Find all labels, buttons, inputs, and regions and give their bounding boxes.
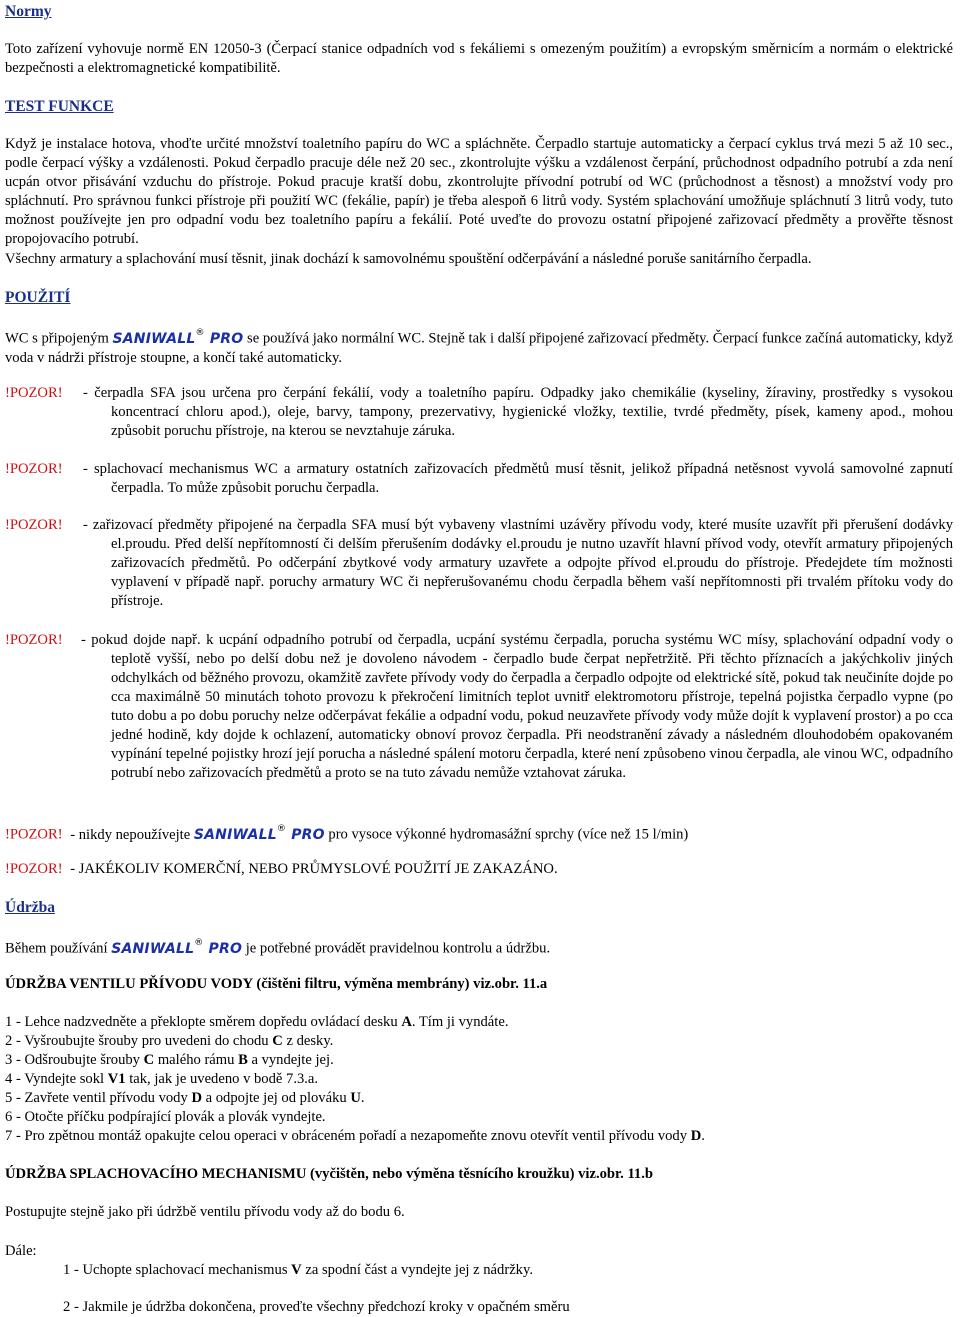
section-title-pouziti: POUŽITÍ [5,289,71,306]
brand-logo [112,328,244,347]
dale-label: Dále: [5,1243,37,1259]
step-text: 2 - Vyšroubujte šrouby pro uvedeni do chodu [5,1033,273,1049]
warning-5-before: - nikdy nepoužívejte [70,826,194,843]
step-text: 6 - Otočte příčku podpírající plovák a plovák vyndejte. [5,1109,326,1125]
step-text: 3 - Odšroubujte šrouby [5,1052,144,1068]
dale-step-2: 2 - Jakmile je údržba dokončena, proveďte všechny předchozí kroky v opačném směru [63,1299,570,1315]
section-title-udrzba: Údržba [5,899,55,916]
step-text: malého rámu [154,1052,239,1068]
step-bold: C [143,1052,155,1068]
pouziti-intro-before: WC s připojeným [5,330,113,347]
ventil-title: ÚDRŽBA VENTILU PŘÍVODU VODY (čištěni filtru, výměna membrány) viz.obr. 11.a [5,976,548,992]
udrzba-intro-after: je potřebné provádět pravidelnou kontrolu a údržbu. [242,940,551,957]
warning-3-text: - zařizovací předměty připojené na čerpadla SFA musí být vybaveny vlastními uzávěry přívodu vody, které musíte uzavřít při přerušení dodávky el.proudu. Před delší nepřítomností či delším přerušením dodávky el.proudu je nutno uzavřít hlavní přívod vody, otevřít armatury připojených zařizovacích předmětů. Po odčerpání zbytkové vody armatury uzavřete a odpojte přívod el.proudu do přístroje. Předejdete tím možnosti vyplavení v případě např. poruchy armatury WC či nepřerušovanému chodu čerpadla během vaší nepřítomnosti při trvalém přítoku vody do přístroje. [83,517,953,609]
brand-name: SANIWALL [193,826,277,843]
step-item [5,1127,953,1146]
brand-suffix: PRO [208,940,243,957]
step-bold: U [350,1090,361,1106]
step-text: a odpojte jej od plováku [201,1090,351,1106]
warning-2 [5,460,953,498]
step-text: a vyndejte jej. [247,1052,334,1068]
warning-4 [5,631,953,783]
step-item [5,1108,953,1127]
step-text: . [360,1090,365,1106]
step-item [5,1089,953,1108]
udrzba-intro-before: Během používání [5,940,112,957]
brand-logo [111,938,243,957]
brand-name: SANIWALL [112,330,196,347]
warning-label: !POZOR! [5,861,63,877]
step-text: z desky. [282,1033,334,1049]
section-title-test: TEST FUNKCE [5,98,114,115]
dale-step-1 [63,1261,943,1280]
step-item [5,1070,953,1089]
pouziti-intro-after: se používá jako normální WC. Stejně tak i další připojené zařizovací předměty. Čerpací funkce začíná automaticky, když voda v nádrži přístroje stoupne, a končí také automaticky. [5,330,953,366]
step-item [5,1051,953,1070]
brand-name: SANIWALL [111,940,195,957]
section-title-normy: Normy [5,3,52,20]
warning-6 [5,860,953,879]
step-bold: V1 [107,1071,126,1087]
brand-reg: ® [276,824,287,834]
warning-3 [5,516,953,611]
step-bold: D [690,1128,702,1144]
step-bold: B [238,1052,248,1068]
warning-5-after: pro vysoce výkonné hydromasážní sprchy (více než 15 l/min) [324,826,689,843]
step-text: 7 - Pro zpětnou montáž opakujte celou operaci v obráceném pořadí a nezapomeňte znovu otevřít ventil přívodu vody [5,1128,691,1144]
dale-step-1-before: 1 - Uchopte splachovací mechanismus [63,1262,292,1278]
step-text: tak, jak je uvedeno v bodě 7.3.a. [125,1071,319,1087]
step-bold: C [272,1033,283,1049]
step-bold: D [191,1090,202,1106]
warning-4-text: - pokud dojde např. k ucpání odpadního potrubí od čerpadla, ucpání systému čerpadla, porucha systému WC mísy, splachování odpadní vody o teplotě vyšší, nebo po delší dobu než je dovoleno návodem - čerpadlo bude čerpat nepřetržitě. Při těchto příznacích a jakýchkoliv jiných odchylkách od běžného provozu, okamžitě zavřete přívody vody do čerpadla a čerpadlo odpojte od elektrické sítě, pokud tak neučiníte dojde po cca maximálně 50 minutách tohoto provozu k překročení limitních teplot uvnitř elektromotoru přístroje, tepelná pojistka čerpadlo vypne (po tuto dobu a po dobu poruchy nelze odčerpávat fekálie a odpadní vodu, pokud neuzavřete přívody vody může dojít k vyplavení prostor) a po cca jedné hodině, kdy dojde k ochlazení, automaticky obnoví provoz čerpadla. Při neodstranění závady a následném dlouhodobém opakovaném vypínání tepelné pojistky hrozí její porucha a následné spálení motoru čerpadla, které není způsobeno vinou čerpadla, ale vinou WC, odpadního potrubí nebo zařizovacích předmětů a proto se na tuto závadu nemůže vztahovat záruka. [81,632,953,781]
ventil-steps [5,1013,953,1146]
test-text-2: Všechny armatury a splachování musí těsnit, jinak dochází k samovolnému spouštění odčerpávání a následné poruše sanitárního čerpadla. [5,251,812,267]
mech-title: ÚDRŽBA SPLACHOVACÍHO MECHANISMU (vyčištěn, nebo výměna těsnícího kroužku) viz.obr. 11.b [5,1166,653,1182]
warning-label: !POZOR! [5,826,63,843]
warning-label: !POZOR! [5,385,63,401]
normy-text: Toto zařízení vyhovuje normě EN 12050-3 (Čerpací stanice odpadních vod s fekáliemi s omezeným použitím) a evropským směrnicím a normám o elektrické bezpečnosti a elektromagnetické kompatibilitě. [5,41,953,76]
step-text: 4 - Vyndejte sokl [5,1071,108,1087]
warning-label: !POZOR! [5,517,63,533]
brand-suffix: PRO [291,826,325,843]
warning-2-text: - splachovací mechanismus WC a armatury ostatních zařizovacích předmětů musí těsnit, jelikož případná netěsnost vyvolá samovolné zapnutí čerpadla. To může způsobit poruchu čerpadla. [83,461,953,496]
pouziti-text [5,326,953,368]
mech-text: Postupujte stejně jako při údržbě ventilu přívodu vody až do bodu 6. [5,1204,405,1220]
step-item [5,1032,953,1051]
brand-reg: ® [195,328,205,338]
step-text: 5 - Zavřete ventil přívodu vody [5,1090,192,1106]
udrzba-intro [5,936,953,959]
warning-1-text: - čerpadla SFA jsou určena pro čerpání fekálií, vody a toaletního papíru. Odpadky jako chemikálie (kyseliny, žíraviny, prostředky s vysokou koncentrací chloru apod.), oleje, barvy, tampony, prezervativy, hygienické vložky, textilie, tvrdé předměty, písek, kameny apod., mohou způsobit poruchu přístroje, na kterou se nevztahuje záruka. [83,385,953,439]
warning-label: !POZOR! [5,461,63,477]
test-text: Když je instalace hotova, vhoďte určité množství toaletního papíru do WC a spláchněte. Čerpadlo startuje automaticky a čerpací cyklus trvá mezi 5 až 10 sec., podle čerpací výšky a vzdálenosti. Pokud čerpadlo pracuje déle než 20 sec., zkontrolujte výšku a vzdálenost čerpání, průchodnost odpadního potrubí a zda není ucpán otvor přisávání vzduchu do přístroje. Pokud pracuje kratší dobu, zkontrolujte přívodní potrubí od WC (průchodnost a těsnost) a množství vody pro spláchnutí. Pro správnou funkci přístroje při použití WC (fekálie, papír) je třeba alespoň 6 litrů vody. Systém splachování umožňuje spláchnutí 3 litrů vody, tuto možnost používejte jen pro odpadní vodu bez toaletního papíru a fekálií. Poté uveďte do provozu ostatní připojené zařizovací předměty a prověřte těsnost propojovacího potrubí. [5,136,953,247]
brand-reg: ® [194,938,204,948]
warning-5 [5,822,953,845]
warning-label: !POZOR! [5,632,63,648]
step-bold: A [401,1014,412,1030]
dale-step-1-bold: V [291,1262,302,1278]
brand-suffix: PRO [209,330,244,347]
step-item [5,1013,953,1032]
brand-logo [193,824,325,843]
dale-step-1-after: za spodní část a vyndejte jej z nádržky. [301,1262,533,1278]
step-text: 1 - Lehce nadzvedněte a překlopte směrem dopředu ovládací desku [5,1014,402,1030]
step-text: . [701,1128,705,1144]
warning-1 [5,384,953,441]
warning-6-text: - JAKÉKOLIV KOMERČNÍ, NEBO PRŮMYSLOVÉ POUŽITÍ JE ZAKAZÁNO. [70,861,558,877]
step-text: . Tím ji vyndáte. [411,1014,509,1030]
